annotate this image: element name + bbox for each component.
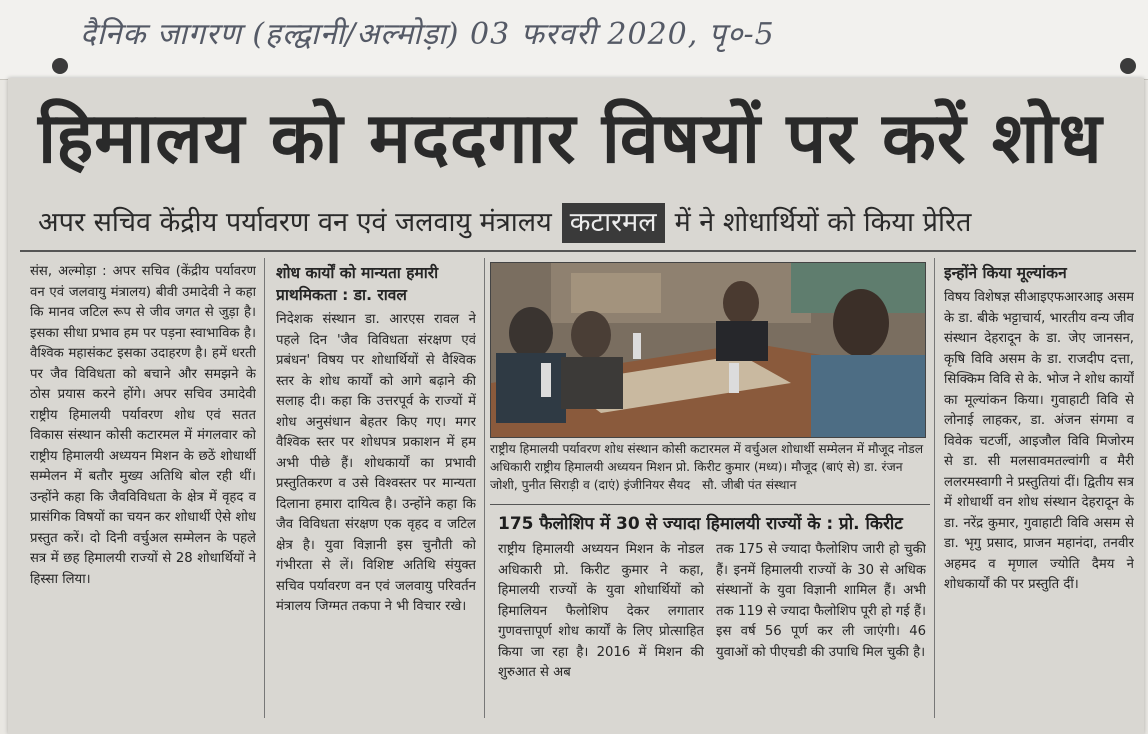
subhead-location-box: कटारमल: [562, 203, 665, 243]
article-column-3a: [498, 540, 704, 712]
headline: हिमालय को मददगार विषयों पर करें शोध: [38, 97, 1103, 179]
article-column-2: [276, 262, 476, 712]
handwritten-slip: [0, 0, 1148, 80]
column-rule-2: [484, 258, 485, 718]
top-rule: [20, 250, 1136, 252]
fellowship-subheading: 175 फैलोशिप में 30 से ज्यादा हिमालयी राज्यों के : प्रो. किरीट: [498, 514, 903, 534]
photo-credit: सौ. जीबी पंत संस्थान: [702, 478, 797, 492]
column-1-text: संस, अल्मोड़ा : अपर सचिव (केंद्रीय पर्यावरण वन एवं जलवायु मंत्रालय) बीवी उमादेवी ने कहा कि मानव जटिल रूप से जीव जगत से जुड़ा है। इसका सीधा प्रभाव हम पर पड़ना स्वाभाविक है। वैश्विक महासंकट इसका उदाहरण है। हमें धरती पर जैव विविधता को बचाने और समझने के ठोस प्रयास करने होंगे। अपर सचिव उमादेवी राष्ट्रीय हिमालयी पर्यावरण शोध एवं सतत विकास संस्थान कोसी कटारमल में मंगलवार को राष्ट्रीय हिमालयी अध्ययन मिशन के छठें शोधार्थी सम्मेलन में बतौर मुख्य अतिथि बोल रही थीं। उन्होंने कहा कि जैवविविधता के क्षेत्र में वृहद व प्रासंगिक विषयों का चयन कर शोधार्थी ऐसे शोध प्रस्तुत करें। दो दिनी वर्चुअल सम्मेलन के पहले सत्र में छह हिमालयी राज्यों से 28 शोधार्थियों ने हिस्सा लिया।: [30, 264, 256, 587]
subheadline: [38, 200, 1128, 246]
column-4-text: विषय विशेषज्ञ सीआइएफआरआइ असम के डा. बीके भट्टाचार्य, भारतीय वन्य जीव संस्थान देहरादून के डा. जेए जानसन, कृषि विवि असम के डा. राजदीप दत्ता, सिक्किम विवि से के. भोज ने शोध कार्यों का मूल्यांकन किया। गुवाहाटी विवि से लोनाई लाहकर, डा. अंजन संगमा व विवेक चटर्जी, आइजौल विवि मिजोरम से डा. सी मलसावमतल्वांगी व मैरी ललरमस्वागी ने प्रस्तुतियां दीं। द्वितीय सत्र में शोधार्थी वन शोध संस्थान देहरादून के डा. नरेंद्र कुमार, गुवाहाटी विवि असम से डा. भृगु प्रसाद, प्राजन महानंदा, तनवीर अहमद व मृणाल ज्योति दैमय ने शोधकार्यों की पर प्रस्तुति दीं।: [944, 290, 1134, 592]
handwritten-source-note: दैनिक जागरण (हल्द्वानी/अल्मोड़ा) 03 फरवरी 2020, पृ०-5: [80, 17, 775, 52]
meeting-photo-illustration: [491, 263, 926, 438]
column-2-heading: शोध कार्यों को मान्यता हमारी प्राथमिकता : डा. रावल: [276, 264, 439, 304]
article-column-1: [30, 262, 256, 712]
article-column-3b: [716, 540, 926, 712]
column-3b-text: तक 175 से ज्यादा फैलोशिप जारी हो चुकी हैं। इनमें हिमालयी राज्यों के 30 से अधिक संस्थानों के युवा विज्ञानी शामिल हैं। अभी तक 119 से ज्यादा फैलोशिप पूरी हो गई हैं। इस वर्ष 56 पूर्ण कर ली जाएंगी। 46 युवाओं को पीएचडी की उपाधि मिल चुकी है।: [716, 542, 926, 660]
column-4-heading: इन्होंने किया मूल्यांकन: [944, 264, 1067, 282]
binder-hole-left: [52, 58, 68, 74]
column-2-text: निदेशक संस्थान डा. आरएस रावल ने पहले दिन 'जैव विविधता संरक्षण एवं प्रबंधन' विषय पर शोधार्थियों से वैश्विक स्तर के शोध कार्यों को आगे बढ़ाने की सलाह दी। कहा कि उत्तरपूर्व के राज्यों में शोध अनुसंधान बेहतर किए गए। मगर वैश्विक स्तर पर शोधपत्र प्रकाशन में हम अभी पीछे हैं। शोधकार्यों का प्रभावी प्रस्तुतिकरण व उसे विश्वस्तर पर मान्यता दिलाना हमारा दायित्व है। उन्होंने कहा कि जैव विविधता संरक्षण एक वृहद व जटिल क्षेत्र है। युवा विज्ञानी इस चुनौती को गंभीरता से लें। विशिष्ट अतिथि संयुक्त सचिव पर्यावरण वन एवं जलवायु परिवर्तन मंत्रालय जिग्मत तकपा ने भी विचार रखे।: [276, 312, 476, 614]
newspaper-clipping: [8, 78, 1144, 734]
column-3a-text: राष्ट्रीय हिमालयी अध्ययन मिशन के नोडल अधिकारी प्रो. किरीट कुमार ने कहा, हिमालयी राज्यों के युवा शोधार्थियों को हिमालियन फैलोशिप देकर लगातार गुणवत्तापूर्ण शोध कार्यों के लिए प्रोत्साहित किया जा रहा है। 2016 में मिशन की शुरुआत से अब: [498, 542, 704, 680]
subhead-text-before: अपर सचिव केंद्रीय पर्यावरण वन एवं जलवायु मंत्रालय: [38, 207, 552, 238]
subhead-text-after: में ने शोधार्थियों को किया प्रेरित: [674, 207, 972, 238]
photo-caption-text: राष्ट्रीय हिमालयी पर्यावरण शोध संस्थान कोसी कटारमल में वर्चुअल शोधार्थी सम्मेलन में मौजूद नोडल अधिकारी राष्ट्रीय हिमालयी अध्ययन मिशन प्रो. किरीट कुमार (मध्य)। मौजूद (बाएं से) डा. रंजन जोशी, पुनीत सिराड़ी व (दाएं) इंजीनियर सैयद: [490, 442, 924, 492]
column-rule-1: [264, 258, 265, 718]
article-column-4: [944, 262, 1134, 712]
news-photo: [490, 262, 926, 438]
caption-rule: [490, 504, 930, 505]
photo-caption: [490, 440, 930, 494]
column-rule-3: [934, 258, 935, 718]
binder-hole-right: [1120, 58, 1136, 74]
